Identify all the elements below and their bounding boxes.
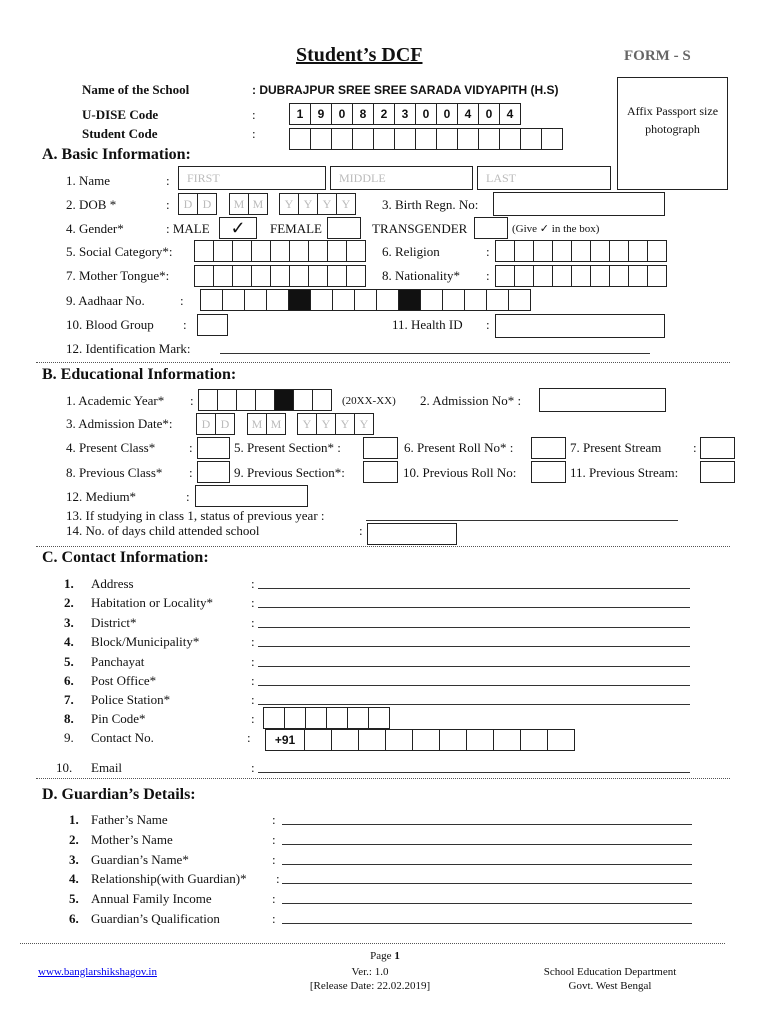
date-cell[interactable]: M bbox=[248, 193, 268, 215]
previous-class-colon: : bbox=[189, 465, 193, 480]
religion-cell[interactable] bbox=[571, 240, 591, 262]
contact-item-input[interactable] bbox=[258, 588, 690, 589]
guardian-item-number: 1. bbox=[69, 812, 79, 827]
previous-class-label: 8. Previous Class* bbox=[66, 465, 163, 480]
date-cell[interactable]: Y bbox=[335, 413, 355, 435]
religion-colon: : bbox=[486, 244, 490, 259]
health-id-label: 11. Health ID bbox=[392, 317, 463, 332]
social-category-cell[interactable] bbox=[346, 240, 366, 262]
aadhaar-cell[interactable] bbox=[464, 289, 487, 311]
contact-item-label: Contact No. bbox=[91, 730, 154, 745]
version-text: Ver.: 1.0 bbox=[351, 966, 389, 978]
mother-tongue-cell[interactable] bbox=[213, 265, 233, 287]
dob-colon: : bbox=[166, 197, 170, 212]
mother-tongue-cell[interactable] bbox=[346, 265, 366, 287]
page-label: Page bbox=[370, 950, 392, 962]
contact-item-colon: : bbox=[251, 654, 255, 669]
mother-tongue-cell[interactable] bbox=[308, 265, 328, 287]
contact-item-label: Pin Code* bbox=[91, 711, 146, 726]
previous-stream-input[interactable] bbox=[700, 461, 735, 483]
social-category-cell[interactable] bbox=[251, 240, 271, 262]
student-code-cell[interactable] bbox=[331, 128, 353, 150]
mother-tongue-cell[interactable] bbox=[232, 265, 252, 287]
contact-item-colon: : bbox=[251, 760, 255, 775]
section-c-heading: C. Contact Information: bbox=[42, 549, 209, 566]
gender-hint: (Give ✓ in the box) bbox=[512, 223, 600, 235]
previous-stream-label: 11. Previous Stream: bbox=[570, 465, 679, 480]
contact-item-number: 5. bbox=[64, 654, 74, 669]
aadhaar-cell[interactable] bbox=[486, 289, 509, 311]
contact-item-number: 10. bbox=[56, 760, 73, 775]
birth-regn-label: 3. Birth Regn. No: bbox=[382, 197, 479, 212]
student-code-cell[interactable] bbox=[478, 128, 500, 150]
guardian-item-colon: : bbox=[272, 911, 276, 926]
section-divider bbox=[36, 546, 730, 547]
contact-item-input[interactable] bbox=[258, 704, 690, 705]
udise-digit: 8 bbox=[352, 103, 374, 125]
phone-digit-cell[interactable] bbox=[439, 729, 467, 751]
admission-no-label: 2. Admission No* : bbox=[420, 393, 522, 408]
present-roll-input[interactable] bbox=[531, 437, 566, 459]
guardian-item-input[interactable] bbox=[282, 883, 692, 884]
guardian-item-label: Mother’s Name bbox=[91, 832, 173, 847]
date-cell[interactable]: D bbox=[197, 193, 217, 215]
nationality-cell[interactable] bbox=[514, 265, 534, 287]
udise-code-cells bbox=[289, 103, 521, 125]
contact-number-input[interactable] bbox=[265, 729, 575, 751]
contact-item-colon: : bbox=[251, 595, 255, 610]
aadhaar-colon: : bbox=[180, 293, 184, 308]
previous-roll-label: 10. Previous Roll No: bbox=[403, 465, 517, 480]
name-colon: : bbox=[166, 173, 170, 188]
student-code-input[interactable] bbox=[289, 128, 563, 150]
social-category-cell[interactable] bbox=[289, 240, 309, 262]
social-category-cell[interactable] bbox=[270, 240, 290, 262]
present-section-input[interactable] bbox=[363, 437, 398, 459]
admission-date-label: 3. Admission Date*: bbox=[66, 416, 173, 431]
pin-code-cell[interactable] bbox=[368, 707, 390, 729]
pin-code-cell[interactable] bbox=[263, 707, 285, 729]
health-id-colon: : bbox=[486, 317, 490, 332]
date-cell[interactable]: Y bbox=[279, 193, 299, 215]
mother-tongue-cell[interactable] bbox=[327, 265, 347, 287]
dob-label: 2. DOB * bbox=[66, 197, 117, 212]
nationality-cell[interactable] bbox=[495, 265, 515, 287]
religion-input[interactable] bbox=[495, 240, 667, 262]
religion-cell[interactable] bbox=[609, 240, 629, 262]
contact-item-colon: : bbox=[251, 576, 255, 591]
contact-item-label: Post Office* bbox=[91, 673, 157, 688]
udise-digit: 0 bbox=[436, 103, 458, 125]
academic-year-cell[interactable] bbox=[217, 389, 237, 411]
guardian-item-colon: : bbox=[272, 852, 276, 867]
previous-section-label: 9. Previous Section*: bbox=[234, 465, 345, 480]
page-title: Student’s DCF bbox=[296, 44, 423, 66]
gender-female-checkbox[interactable] bbox=[327, 217, 361, 239]
academic-year-colon: : bbox=[190, 393, 194, 408]
udise-digit: 2 bbox=[373, 103, 395, 125]
nationality-input[interactable] bbox=[495, 265, 667, 287]
contact-item-colon: : bbox=[251, 711, 255, 726]
guardian-item-input[interactable] bbox=[282, 923, 692, 924]
contact-item-label: District* bbox=[91, 615, 137, 630]
contact-item-input[interactable] bbox=[258, 666, 690, 667]
present-class-colon: : bbox=[189, 440, 193, 455]
phone-digit-cell[interactable] bbox=[358, 729, 386, 751]
academic-year-cell[interactable] bbox=[255, 389, 275, 411]
contact-item-colon: : bbox=[251, 692, 255, 707]
religion-cell[interactable] bbox=[533, 240, 553, 262]
class1-status-label: 13. If studying in class 1, status of previous year : bbox=[66, 508, 325, 523]
mother-tongue-cell[interactable] bbox=[194, 265, 214, 287]
student-code-cell[interactable] bbox=[289, 128, 311, 150]
days-attended-colon: : bbox=[359, 523, 363, 538]
academic-year-input[interactable] bbox=[198, 389, 332, 411]
birth-regn-input[interactable] bbox=[493, 192, 665, 216]
aadhaar-cell[interactable] bbox=[508, 289, 531, 311]
contact-item-label: Panchayat bbox=[91, 654, 145, 669]
udise-digit: 9 bbox=[310, 103, 332, 125]
contact-item-number: 6. bbox=[64, 673, 74, 688]
gender-male-checkbox[interactable]: ✓ bbox=[219, 217, 257, 239]
days-attended-input[interactable] bbox=[367, 523, 457, 545]
admission-no-input[interactable] bbox=[539, 388, 666, 412]
contact-item-number: 3. bbox=[64, 615, 74, 630]
blood-group-label: 10. Blood Group bbox=[66, 317, 154, 332]
guardian-item-colon: : bbox=[272, 832, 276, 847]
aadhaar-cell[interactable] bbox=[288, 289, 311, 311]
social-category-cell[interactable] bbox=[232, 240, 252, 262]
aadhaar-cell[interactable] bbox=[266, 289, 289, 311]
previous-section-input[interactable] bbox=[363, 461, 398, 483]
religion-cell[interactable] bbox=[590, 240, 610, 262]
udise-colon: : bbox=[252, 107, 256, 122]
blood-group-colon: : bbox=[183, 317, 187, 332]
phone-digit-cell[interactable] bbox=[331, 729, 359, 751]
present-section-label: 5. Present Section* : bbox=[234, 440, 341, 455]
present-roll-label: 6. Present Roll No* : bbox=[404, 440, 514, 455]
page-number bbox=[0, 949, 770, 963]
contact-item-label: Habitation or Locality* bbox=[91, 595, 214, 610]
guardian-item-input[interactable] bbox=[282, 824, 692, 825]
contact-item-colon: : bbox=[251, 615, 255, 630]
nationality-cell[interactable] bbox=[571, 265, 591, 287]
section-d-heading: D. Guardian’s Details: bbox=[42, 786, 196, 803]
contact-item-label: Email bbox=[91, 760, 123, 775]
aadhaar-cell[interactable] bbox=[244, 289, 267, 311]
present-stream-input[interactable] bbox=[700, 437, 735, 459]
website-link[interactable]: www.banglarshikshagov.in bbox=[38, 966, 157, 978]
section-divider bbox=[36, 778, 730, 779]
pin-code-cell[interactable] bbox=[284, 707, 306, 729]
date-cell[interactable]: M bbox=[247, 413, 267, 435]
contact-item-number: 2. bbox=[64, 595, 74, 610]
guardian-item-label: Guardian’s Name* bbox=[91, 852, 189, 867]
guardian-item-input[interactable] bbox=[282, 903, 692, 904]
name-label: 1. Name bbox=[66, 173, 111, 188]
aadhaar-cell[interactable] bbox=[420, 289, 443, 311]
middle-name-input[interactable]: MIDDLE bbox=[330, 166, 473, 190]
guardian-item-colon: : bbox=[272, 891, 276, 906]
days-attended-label: 14. No. of days child attended school bbox=[66, 523, 260, 538]
pin-code-cell[interactable] bbox=[305, 707, 327, 729]
mother-tongue-cell[interactable] bbox=[251, 265, 271, 287]
academic-year-cell[interactable] bbox=[312, 389, 332, 411]
phone-digit-cell[interactable] bbox=[547, 729, 575, 751]
aadhaar-cell[interactable] bbox=[376, 289, 399, 311]
date-cell[interactable]: Y bbox=[316, 413, 336, 435]
guardian-item-input[interactable] bbox=[282, 864, 692, 865]
mother-tongue-cell[interactable] bbox=[270, 265, 290, 287]
academic-year-cell[interactable] bbox=[274, 389, 294, 411]
nationality-colon: : bbox=[486, 268, 490, 283]
phone-digit-cell[interactable] bbox=[385, 729, 413, 751]
date-cell[interactable]: D bbox=[178, 193, 198, 215]
pin-code-cell[interactable] bbox=[326, 707, 348, 729]
udise-digit: 0 bbox=[331, 103, 353, 125]
guardian-item-colon: : bbox=[272, 812, 276, 827]
gender-male-label: : MALE bbox=[166, 221, 210, 236]
nationality-cell[interactable] bbox=[552, 265, 572, 287]
student-code-cell[interactable] bbox=[457, 128, 479, 150]
udise-digit: 3 bbox=[394, 103, 416, 125]
date-cell[interactable]: Y bbox=[354, 413, 374, 435]
page-number-value: 1 bbox=[394, 950, 400, 962]
academic-year-cell[interactable] bbox=[236, 389, 256, 411]
phone-digit-cell[interactable] bbox=[304, 729, 332, 751]
academic-year-cell[interactable] bbox=[198, 389, 218, 411]
social-category-label: 5. Social Category*: bbox=[66, 244, 173, 259]
footer-divider bbox=[20, 943, 725, 944]
date-cell[interactable]: Y bbox=[336, 193, 356, 215]
identification-mark-label: 12. Identification Mark: bbox=[66, 341, 191, 356]
health-id-input[interactable] bbox=[495, 314, 665, 338]
udise-digit: 4 bbox=[499, 103, 521, 125]
dob-input[interactable] bbox=[178, 193, 368, 215]
aadhaar-input[interactable] bbox=[200, 289, 531, 311]
aadhaar-cell[interactable] bbox=[442, 289, 465, 311]
gender-transgender-checkbox[interactable] bbox=[474, 217, 508, 239]
school-name-label: Name of the School bbox=[82, 82, 190, 97]
student-code-cell[interactable] bbox=[394, 128, 416, 150]
religion-cell[interactable] bbox=[495, 240, 515, 262]
contact-item-input[interactable] bbox=[258, 772, 690, 773]
pin-code-cell[interactable] bbox=[347, 707, 369, 729]
date-cell[interactable]: Y bbox=[297, 413, 317, 435]
student-code-cell[interactable] bbox=[499, 128, 521, 150]
udise-digit: 0 bbox=[478, 103, 500, 125]
date-cell[interactable]: D bbox=[215, 413, 235, 435]
social-category-cell[interactable] bbox=[194, 240, 214, 262]
date-cell[interactable]: Y bbox=[317, 193, 337, 215]
dept-line-2: Govt. West Bengal bbox=[568, 980, 652, 992]
phone-digit-cell[interactable] bbox=[520, 729, 548, 751]
contact-item-number: 8. bbox=[64, 711, 74, 726]
previous-class-input[interactable] bbox=[197, 461, 230, 483]
guardian-item-label: Guardian’s Qualification bbox=[91, 911, 220, 926]
contact-item-input[interactable] bbox=[258, 685, 690, 686]
contact-item-colon: : bbox=[251, 673, 255, 688]
student-code-cell[interactable] bbox=[373, 128, 395, 150]
aadhaar-cell[interactable] bbox=[310, 289, 333, 311]
guardian-item-number: 4. bbox=[69, 871, 79, 886]
guardian-item-number: 6. bbox=[69, 911, 79, 926]
section-divider bbox=[36, 362, 730, 363]
medium-input[interactable] bbox=[195, 485, 308, 507]
mother-tongue-input[interactable] bbox=[194, 265, 366, 287]
blood-group-input[interactable] bbox=[197, 314, 228, 336]
first-name-input[interactable]: FIRST bbox=[178, 166, 326, 190]
contact-item-number: 9. bbox=[64, 730, 74, 745]
student-code-colon: : bbox=[252, 126, 256, 141]
guardian-item-number: 2. bbox=[69, 832, 79, 847]
contact-item-label: Address bbox=[91, 576, 134, 591]
previous-roll-input[interactable] bbox=[531, 461, 566, 483]
udise-digit: 4 bbox=[457, 103, 479, 125]
nationality-cell[interactable] bbox=[533, 265, 553, 287]
aadhaar-cell[interactable] bbox=[222, 289, 245, 311]
guardian-item-label: Relationship(with Guardian)* bbox=[91, 871, 247, 886]
contact-item-number: 4. bbox=[64, 634, 74, 649]
aadhaar-label: 9. Aadhaar No. bbox=[66, 293, 145, 308]
gender-label: 4. Gender* bbox=[66, 221, 124, 236]
contact-item-label: Police Station* bbox=[91, 692, 171, 707]
student-code-label: Student Code bbox=[82, 126, 158, 141]
phone-digit-cell[interactable] bbox=[412, 729, 440, 751]
academic-year-label: 1. Academic Year* bbox=[66, 393, 165, 408]
udise-digit: 0 bbox=[415, 103, 437, 125]
aadhaar-cell[interactable] bbox=[200, 289, 223, 311]
contact-item-input[interactable] bbox=[258, 646, 690, 647]
student-code-cell[interactable] bbox=[520, 128, 542, 150]
student-code-cell[interactable] bbox=[310, 128, 332, 150]
student-code-cell[interactable] bbox=[436, 128, 458, 150]
identification-mark-input[interactable] bbox=[220, 353, 650, 354]
phone-prefix: +91 bbox=[265, 729, 305, 751]
udise-label: U-DISE Code bbox=[82, 107, 159, 122]
religion-cell[interactable] bbox=[647, 240, 667, 262]
nationality-cell[interactable] bbox=[590, 265, 610, 287]
contact-item-number: 1. bbox=[64, 576, 74, 591]
guardian-item-number: 5. bbox=[69, 891, 79, 906]
religion-label: 6. Religion bbox=[382, 244, 440, 259]
social-category-cell[interactable] bbox=[308, 240, 328, 262]
present-class-label: 4. Present Class* bbox=[66, 440, 156, 455]
social-category-cell[interactable] bbox=[327, 240, 347, 262]
social-category-input[interactable] bbox=[194, 240, 366, 262]
present-stream-label: 7. Present Stream bbox=[570, 440, 662, 455]
udise-digit: 1 bbox=[289, 103, 311, 125]
date-cell[interactable]: M bbox=[266, 413, 286, 435]
mother-tongue-label: 7. Mother Tongue*: bbox=[66, 268, 170, 283]
contact-item-input[interactable] bbox=[258, 607, 690, 608]
pin-code-input[interactable] bbox=[263, 707, 390, 729]
student-code-cell[interactable] bbox=[352, 128, 374, 150]
contact-item-colon: : bbox=[251, 634, 255, 649]
form-code: FORM - S bbox=[624, 48, 691, 64]
academic-year-cell[interactable] bbox=[293, 389, 313, 411]
aadhaar-cell[interactable] bbox=[354, 289, 377, 311]
contact-item-input[interactable] bbox=[258, 627, 690, 628]
contact-item-number: 7. bbox=[64, 692, 74, 707]
date-cell[interactable]: Y bbox=[298, 193, 318, 215]
class1-status-input[interactable] bbox=[366, 520, 678, 521]
gender-female-label: FEMALE bbox=[270, 221, 322, 236]
guardian-item-input[interactable] bbox=[282, 844, 692, 845]
nationality-label: 8. Nationality* bbox=[382, 268, 460, 283]
religion-cell[interactable] bbox=[552, 240, 572, 262]
guardian-item-colon: : bbox=[276, 871, 280, 886]
admission-date-input[interactable] bbox=[196, 413, 386, 435]
guardian-item-label: Father’s Name bbox=[91, 812, 168, 827]
phone-digit-cell[interactable] bbox=[466, 729, 494, 751]
religion-cell[interactable] bbox=[628, 240, 648, 262]
guardian-item-number: 3. bbox=[69, 852, 79, 867]
section-b-heading: B. Educational Information: bbox=[42, 366, 237, 383]
religion-cell[interactable] bbox=[514, 240, 534, 262]
release-date-text: [Release Date: 22.02.2019] bbox=[309, 980, 431, 992]
passport-photo-box bbox=[617, 77, 728, 190]
gender-transgender-label: TRANSGENDER bbox=[372, 221, 468, 236]
date-cell[interactable]: D bbox=[196, 413, 216, 435]
present-stream-colon: : bbox=[693, 440, 697, 455]
dept-line-1: School Education Department bbox=[543, 966, 677, 978]
present-class-input[interactable] bbox=[197, 437, 230, 459]
academic-year-hint: (20XX-XX) bbox=[342, 395, 396, 407]
nationality-cell[interactable] bbox=[609, 265, 629, 287]
guardian-item-label: Annual Family Income bbox=[91, 891, 212, 906]
contact-item-colon: : bbox=[247, 730, 251, 745]
school-name-value: : DUBRAJPUR SREE SREE SARADA VIDYAPITH (H.S) bbox=[252, 83, 559, 97]
aadhaar-cell[interactable] bbox=[398, 289, 421, 311]
student-code-cell[interactable] bbox=[541, 128, 563, 150]
aadhaar-cell[interactable] bbox=[332, 289, 355, 311]
mother-tongue-cell[interactable] bbox=[289, 265, 309, 287]
medium-colon: : bbox=[186, 489, 190, 504]
passport-photo-label: Affix Passport size photograph bbox=[626, 104, 719, 136]
contact-item-label: Block/Municipality* bbox=[91, 634, 200, 649]
medium-label: 12. Medium* bbox=[66, 489, 137, 504]
social-category-cell[interactable] bbox=[213, 240, 233, 262]
nationality-cell[interactable] bbox=[647, 265, 667, 287]
date-cell[interactable]: M bbox=[229, 193, 249, 215]
last-name-input[interactable]: LAST bbox=[477, 166, 611, 190]
student-code-cell[interactable] bbox=[415, 128, 437, 150]
section-a-heading: A. Basic Information: bbox=[42, 146, 191, 163]
phone-digit-cell[interactable] bbox=[493, 729, 521, 751]
nationality-cell[interactable] bbox=[628, 265, 648, 287]
